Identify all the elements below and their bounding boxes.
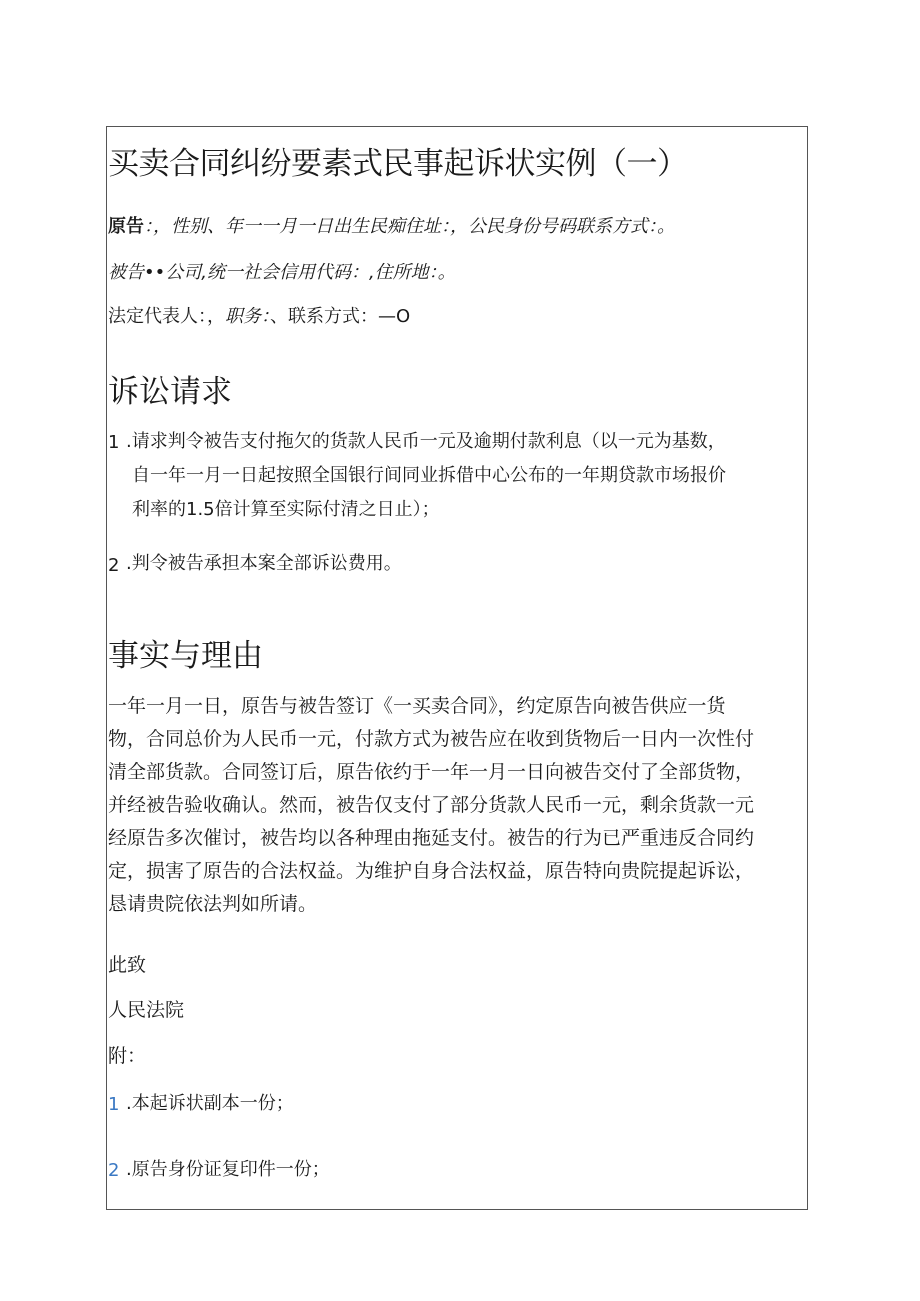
attachment-item: .原告身份证复印件一份； — [126, 1159, 330, 1180]
representative-duty: 职务： — [225, 306, 270, 327]
claim-item — [126, 547, 806, 581]
facts-heading: 事实与理由 — [108, 638, 263, 674]
facts-line: 并经被告验收确认。然而，被告仅支付了部分货款人民币一元，剩余货款一元 — [108, 794, 755, 816]
closing-greeting: 此致 — [108, 954, 147, 976]
facts-line: 物，合同总价为人民币一元，付款方式为被告应在收到货物后一日内一次性付 — [108, 728, 755, 750]
document-title: 买卖合同纠纷要素式民事起诉状实例（一） — [108, 146, 688, 182]
facts-line: 定，损害了原告的合法权益。为维护自身合法权益，原告特向贵院提起诉讼， — [108, 860, 755, 882]
plaintiff-details: ：，性别、年一一月一日出生民痴住址：，公民身份号码联系方式：。 — [144, 216, 675, 237]
plaintiff-label: 原告 — [108, 216, 144, 237]
attachment-number: 2 — [108, 1160, 120, 1181]
attachment-number: 1 — [108, 1094, 120, 1115]
representative-contact: 、联系方式：—O — [270, 306, 411, 327]
plaintiff-line — [108, 212, 675, 238]
claim-line: .判令被告承担本案全部诉讼费用。 — [126, 553, 402, 574]
attachment-item: .本起诉状副本一份； — [126, 1093, 294, 1114]
attachments-label: 附： — [108, 1045, 147, 1067]
claim-line: .请求判令被告支付拖欠的货款人民币一元及逾期付款利息（以一元为基数， — [126, 431, 726, 452]
representative-prefix: 法定代表人：， — [108, 306, 225, 327]
claim-number: 1 — [108, 432, 120, 453]
facts-line: 经原告多次催讨，被告均以各种理由拖延支付。被告的行为已严重违反合同约 — [108, 827, 755, 849]
facts-paragraph — [108, 690, 802, 921]
facts-line: 恳请贵院依法判如所请。 — [108, 893, 318, 915]
closing-court: 人民法院 — [108, 999, 185, 1021]
claim-item — [126, 425, 806, 527]
claim-line: 利率的1.5倍计算至实际付清之日止）； — [132, 499, 440, 520]
claim-number: 2 — [108, 555, 120, 576]
facts-line: 清全部货款。合同签订后，原告依约于一年一月一日向被告交付了全部货物， — [108, 761, 755, 783]
defendant-line: 被告••公司,统一社会信用代码：,住所地：。 — [108, 262, 456, 283]
facts-line: 一年一月一日，原告与被告签订《一买卖合同》，约定原告向被告供应一货 — [108, 695, 726, 717]
representative-line — [108, 302, 410, 328]
claims-heading: 诉讼请求 — [108, 374, 232, 410]
claim-line: 自一年一月一日起按照全国银行间同业拆借中心公布的一年期贷款市场报价 — [132, 465, 726, 486]
